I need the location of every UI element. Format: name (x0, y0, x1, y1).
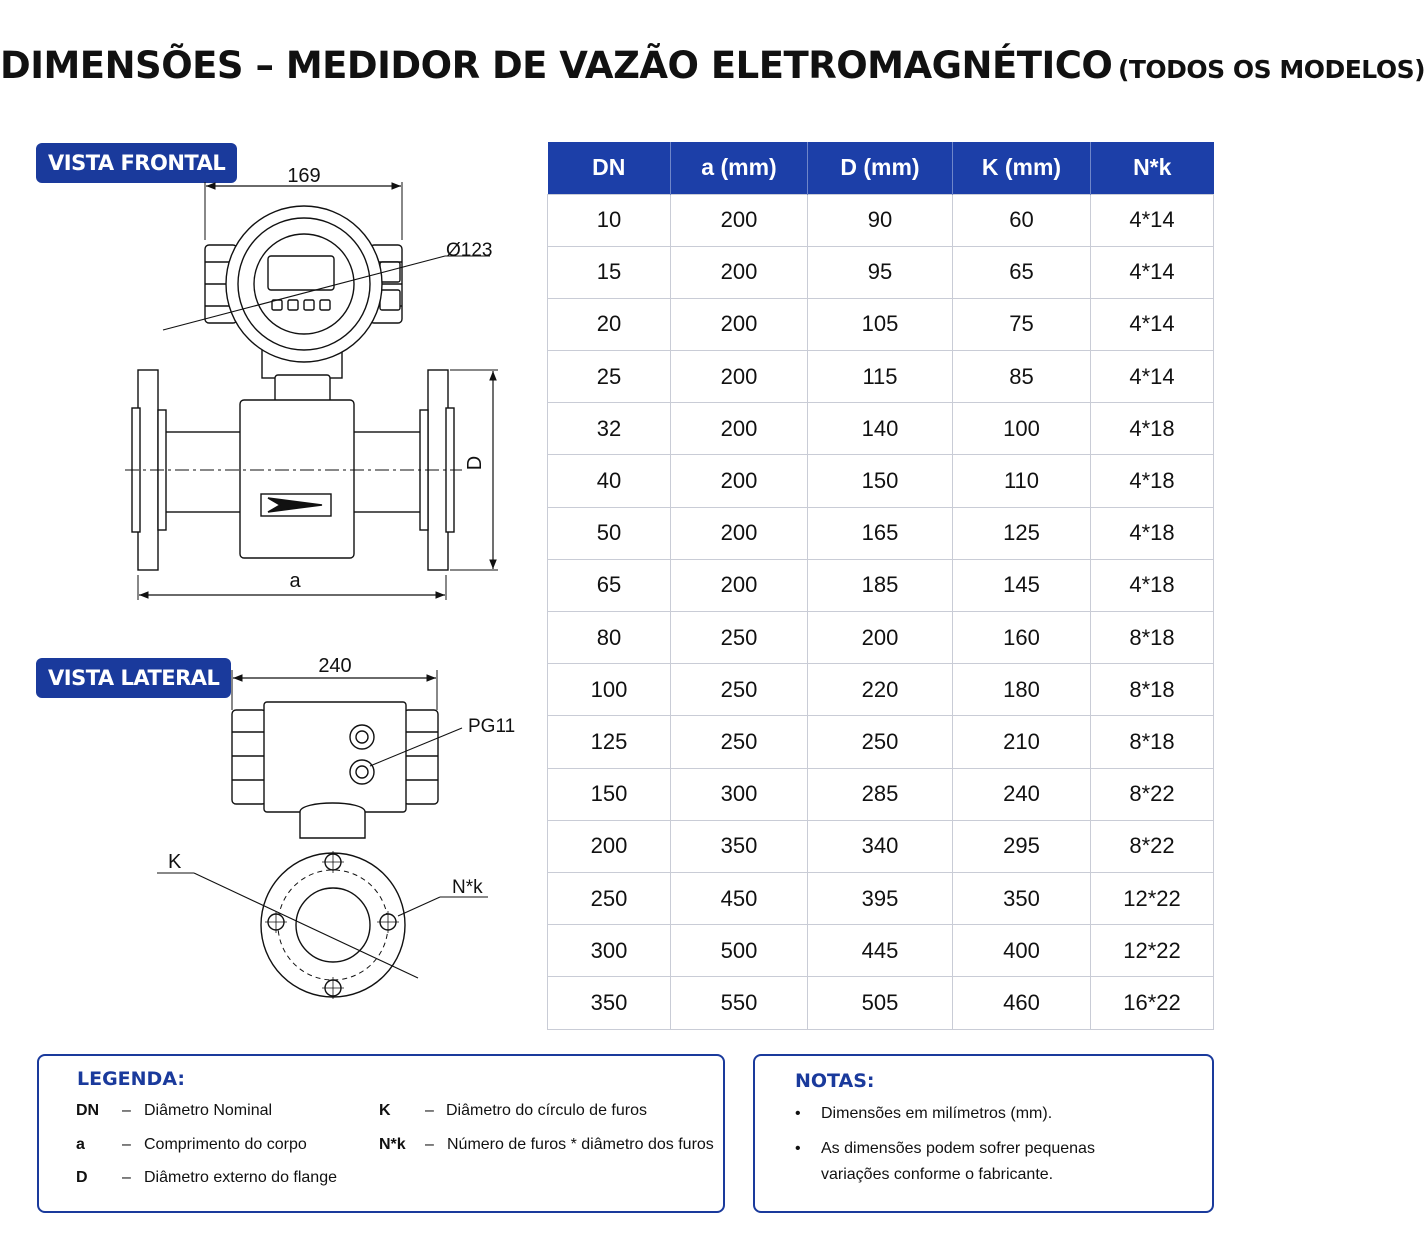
table-cell: 160 (953, 612, 1091, 664)
table-cell: 200 (671, 403, 808, 455)
table-cell: 250 (548, 872, 671, 924)
front-view-label: VISTA FRONTAL (36, 143, 237, 183)
dimensions-table (547, 142, 1214, 1030)
table-cell: 550 (671, 977, 808, 1029)
table-cell: 210 (953, 716, 1091, 768)
table-cell: 4*18 (1091, 507, 1214, 559)
table-cell: 95 (808, 246, 953, 298)
table-cell: 90 (808, 194, 953, 246)
legend-symbol: a (76, 1136, 85, 1153)
table-cell: 450 (671, 872, 808, 924)
table-cell: 16*22 (1091, 977, 1214, 1029)
table-cell: 250 (808, 716, 953, 768)
legend-dash: – (122, 1102, 131, 1119)
legend-symbol: DN (76, 1102, 100, 1119)
table-row (548, 872, 1214, 924)
table-header-row (548, 142, 1214, 194)
side-view-drawing (0, 640, 540, 1040)
table-cell: 180 (953, 664, 1091, 716)
table-cell: 445 (808, 925, 953, 977)
legend-desc: Comprimento do corpo (144, 1136, 307, 1153)
table-row (548, 351, 1214, 403)
table-cell: 200 (671, 351, 808, 403)
table-cell: 10 (548, 194, 671, 246)
notes-title: NOTAS: (795, 1070, 875, 1092)
table-cell: 80 (548, 612, 671, 664)
notes-box (753, 1054, 1214, 1213)
table-cell: 200 (671, 455, 808, 507)
table-cell: 40 (548, 455, 671, 507)
table-cell: 505 (808, 977, 953, 1029)
table-cell: 200 (548, 820, 671, 872)
table-cell: 12*22 (1091, 872, 1214, 924)
side-view-label: VISTA LATERAL (36, 658, 231, 698)
table-cell: 4*18 (1091, 403, 1214, 455)
table-cell: 200 (671, 559, 808, 611)
table-cell: 105 (808, 298, 953, 350)
table-row (548, 664, 1214, 716)
table-cell: 350 (548, 977, 671, 1029)
table-row (548, 820, 1214, 872)
front-dim-169: 169 (287, 165, 321, 187)
legend-box (37, 1054, 725, 1213)
side-dim-K: K (168, 851, 182, 873)
table-cell: 200 (671, 194, 808, 246)
table-cell: 145 (953, 559, 1091, 611)
note-bullet: • (795, 1140, 801, 1157)
table-cell: 340 (808, 820, 953, 872)
table-cell: 200 (808, 612, 953, 664)
table-cell: 460 (953, 977, 1091, 1029)
table-cell: 15 (548, 246, 671, 298)
page-title-main: DIMENSÕES – MEDIDOR DE VAZÃO ELETROMAGNÉTICO (0, 44, 1113, 87)
table-cell: 25 (548, 351, 671, 403)
table-cell: 395 (808, 872, 953, 924)
table-header-cell: DN (548, 142, 671, 194)
table-cell: 200 (671, 298, 808, 350)
side-dim-240: 240 (318, 655, 352, 677)
table-cell: 8*22 (1091, 820, 1214, 872)
table-cell: 32 (548, 403, 671, 455)
table-cell: 50 (548, 507, 671, 559)
table-cell: 4*14 (1091, 298, 1214, 350)
table-cell: 220 (808, 664, 953, 716)
table-cell: 400 (953, 925, 1091, 977)
table-header-cell: K (mm) (953, 142, 1091, 194)
table-cell: 200 (671, 507, 808, 559)
page-title-sub: (TODOS OS MODELOS) (1117, 55, 1425, 84)
side-dim-pg11: PG11 (468, 716, 516, 737)
table-cell: 100 (548, 664, 671, 716)
table-row (548, 716, 1214, 768)
table-cell: 125 (953, 507, 1091, 559)
legend-desc: Diâmetro externo do flange (144, 1169, 337, 1186)
table-cell: 350 (953, 872, 1091, 924)
legend-symbol: D (76, 1169, 88, 1186)
table-cell: 240 (953, 768, 1091, 820)
table-cell: 8*22 (1091, 768, 1214, 820)
table-cell: 165 (808, 507, 953, 559)
note-text: As dimensões podem sofrer pequenas variações conforme o fabricante. (821, 1140, 1095, 1183)
legend-dash: – (425, 1102, 434, 1119)
table-header-cell: N*k (1091, 142, 1214, 194)
table-row (548, 246, 1214, 298)
legend-dash: – (122, 1169, 131, 1186)
table-cell: 12*22 (1091, 925, 1214, 977)
note-bullet: • (795, 1105, 801, 1122)
table-cell: 125 (548, 716, 671, 768)
table-cell: 110 (953, 455, 1091, 507)
table-cell: 150 (808, 455, 953, 507)
table-row (548, 507, 1214, 559)
legend-desc: Diâmetro do círculo de furos (446, 1102, 647, 1119)
front-dim-diameter: Ø123 (446, 240, 493, 261)
table-cell: 8*18 (1091, 716, 1214, 768)
table-cell: 20 (548, 298, 671, 350)
table-row (548, 194, 1214, 246)
side-dim-Nk: N*k (452, 877, 483, 898)
front-view-drawing (0, 0, 540, 640)
table-cell: 150 (548, 768, 671, 820)
table-cell: 100 (953, 403, 1091, 455)
front-dim-D: D (464, 455, 486, 471)
table-row (548, 455, 1214, 507)
table-cell: 295 (953, 820, 1091, 872)
table-cell: 300 (548, 925, 671, 977)
legend-title: LEGENDA: (77, 1068, 185, 1090)
table-cell: 8*18 (1091, 612, 1214, 664)
table-cell: 85 (953, 351, 1091, 403)
table-cell: 185 (808, 559, 953, 611)
table-cell: 140 (808, 403, 953, 455)
table-cell: 4*18 (1091, 455, 1214, 507)
legend-dash: – (122, 1136, 131, 1153)
table-cell: 65 (953, 246, 1091, 298)
note-text: Dimensões em milímetros (mm). (821, 1105, 1053, 1122)
table-header-cell: D (mm) (808, 142, 953, 194)
legend-desc: Número de furos * diâmetro dos furos (447, 1136, 714, 1153)
table-cell: 4*14 (1091, 351, 1214, 403)
table-cell: 350 (671, 820, 808, 872)
table-cell: 4*14 (1091, 246, 1214, 298)
table-cell: 4*14 (1091, 194, 1214, 246)
table-cell: 250 (671, 664, 808, 716)
front-dim-a: a (289, 570, 301, 592)
table-cell: 65 (548, 559, 671, 611)
table-cell: 4*18 (1091, 559, 1214, 611)
table-cell: 250 (671, 716, 808, 768)
legend-desc: Diâmetro Nominal (144, 1102, 273, 1119)
table-cell: 285 (808, 768, 953, 820)
table-cell: 8*18 (1091, 664, 1214, 716)
table-row (548, 559, 1214, 611)
table-cell: 500 (671, 925, 808, 977)
table-cell: 200 (671, 246, 808, 298)
table-row (548, 768, 1214, 820)
table-cell: 300 (671, 768, 808, 820)
table-row (548, 612, 1214, 664)
legend-dash: – (425, 1136, 434, 1153)
table-cell: 115 (808, 351, 953, 403)
legend-symbol: N*k (379, 1136, 406, 1153)
table-cell: 75 (953, 298, 1091, 350)
legend-symbol: K (379, 1102, 391, 1119)
table-row (548, 925, 1214, 977)
table-cell: 250 (671, 612, 808, 664)
table-row (548, 403, 1214, 455)
table-row (548, 298, 1214, 350)
table-cell: 60 (953, 194, 1091, 246)
table-header-cell: a (mm) (671, 142, 808, 194)
table-row (548, 977, 1214, 1029)
